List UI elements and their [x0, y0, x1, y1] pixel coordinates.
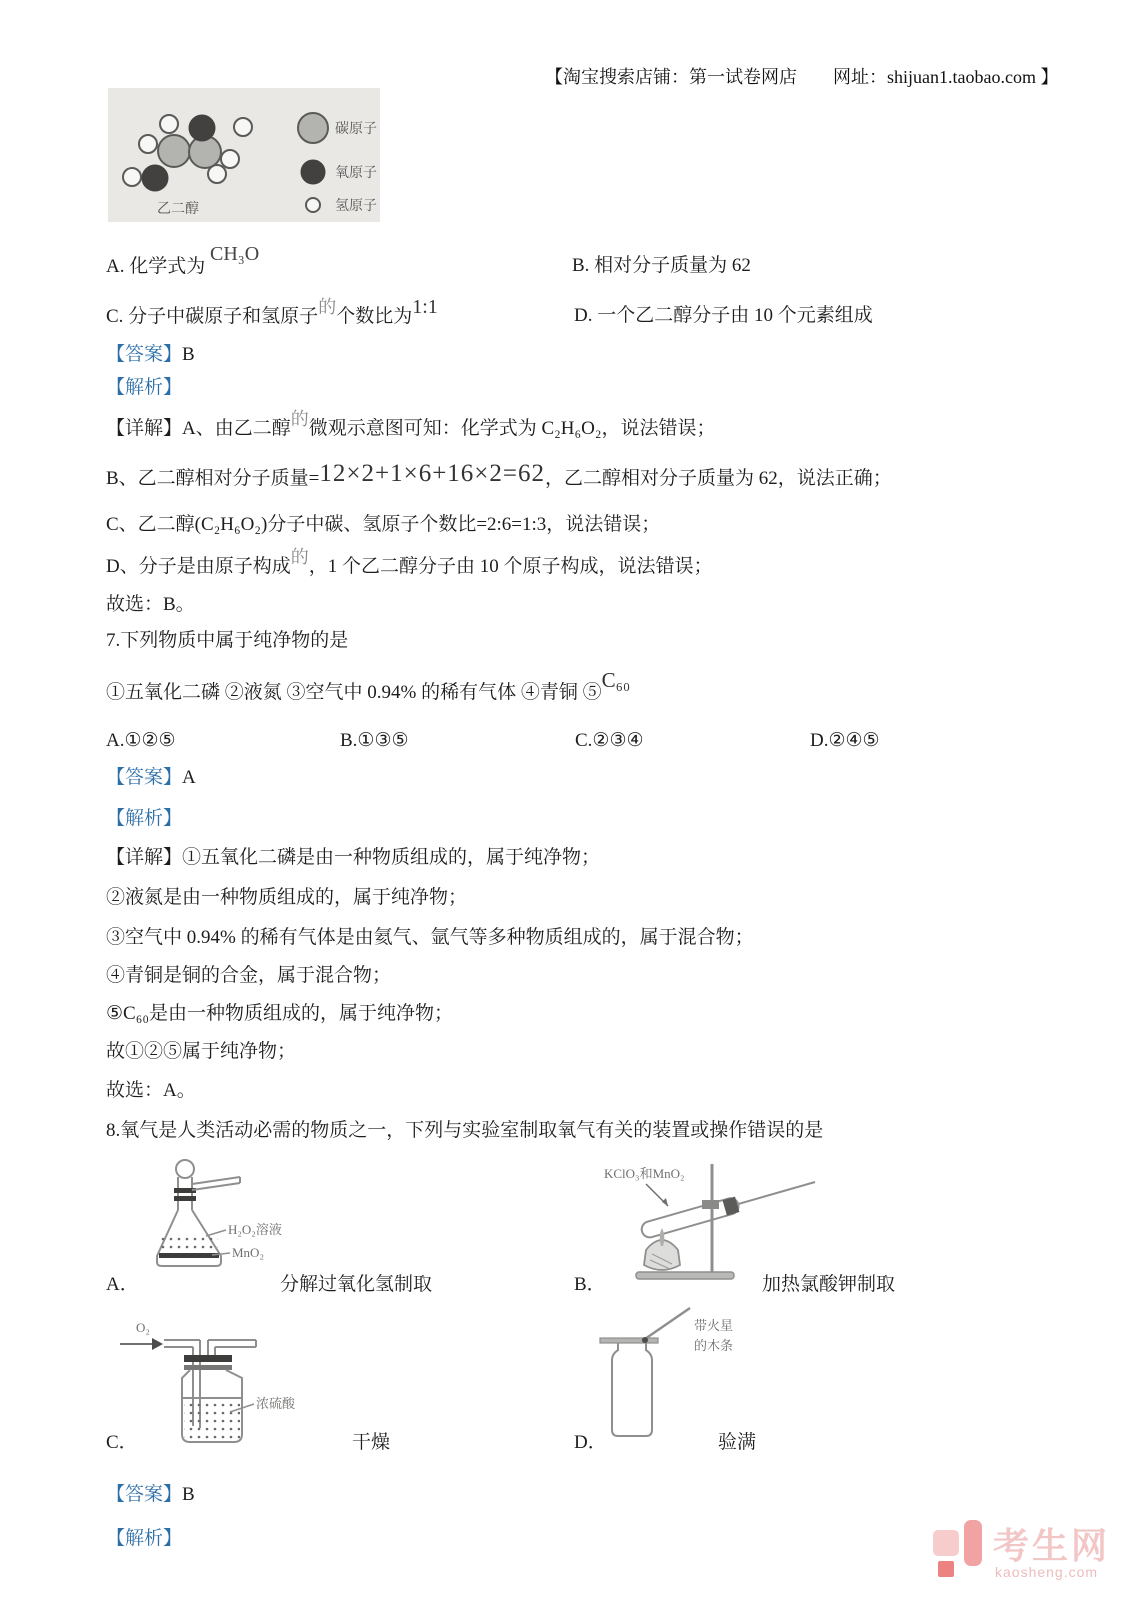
- q6-option-b: B. 相对分子质量为 62: [572, 255, 751, 276]
- q8-option-c-label: C．: [106, 1432, 138, 1453]
- q8-option-c-caption: 干燥: [352, 1432, 391, 1453]
- logo-domain-text: kaosheng.com: [995, 1564, 1099, 1580]
- molecule-name-label: 乙二醇: [157, 202, 199, 217]
- q8-analysis-tag: 【解析】: [106, 1528, 183, 1549]
- flask-liquid-dots: [161, 1234, 218, 1252]
- q7-option-d: D.②④⑤: [810, 730, 880, 751]
- q7-conclusion: 故选：A。: [106, 1080, 196, 1101]
- q8-option-b-label: B．: [574, 1274, 606, 1295]
- q7-answer-value: A: [182, 767, 196, 788]
- q6-option-c-sup: 的: [318, 297, 337, 317]
- q6-option-c: C. 分子中碳原子和氢原子的个数比为1:1: [106, 296, 438, 327]
- q7-option-a: A.①②⑤: [106, 730, 176, 751]
- q6-detail-a: 【详解】A、由乙二醇的微观示意图可知：化学式为 C₂H₆O₂，说法错误；: [106, 409, 716, 439]
- drying-bottle-diagram: [108, 1298, 318, 1448]
- logo-bar-icon: [964, 1520, 982, 1566]
- q7-answer-line: [106, 765, 196, 791]
- kaosheng-watermark: [933, 1518, 1131, 1600]
- test-tube: [640, 1174, 817, 1239]
- q6-option-c-ratio: 1:1: [412, 296, 438, 318]
- q6-conclusion: 故选：B。: [106, 594, 195, 615]
- q6-answer-value: B: [182, 344, 195, 365]
- legend-oxygen-label: 氧原子: [335, 166, 377, 181]
- flask-apparatus-diagram: [128, 1156, 313, 1276]
- q6-detail-b: B、乙二醇相对分子质量=12×2+1×6+16×2=62，乙二醇相对分子质量为 62，说法正确；: [106, 460, 892, 489]
- flask-solution-label: H₂O₂溶液: [228, 1222, 282, 1237]
- logo-brand-text: 考生网: [993, 1525, 1111, 1566]
- legend: [298, 113, 377, 214]
- legend-hydrogen-label: 氢原子: [335, 199, 377, 214]
- legend-carbon-label: 碳原子: [335, 122, 377, 137]
- heating-apparatus-diagram: [598, 1162, 928, 1290]
- q7-detail-5: ⑤C₆₀是由一种物质组成的，属于纯净物；: [106, 1003, 453, 1024]
- q6-mass-formula: 12×2+1×6+16×2=62: [319, 460, 545, 487]
- splint-label-line2: 的木条: [694, 1338, 734, 1353]
- q7-c60-formula: C₆₀: [601, 668, 631, 692]
- q7-detail-1: 【详解】①五氧化二磷是由一种物质组成的，属于纯净物；: [106, 847, 601, 868]
- logo-square-icon: [938, 1561, 954, 1577]
- oxygen-gas-label: O₂: [136, 1320, 150, 1335]
- q8-answer-line: [106, 1482, 195, 1508]
- q8-option-a-label: A．: [106, 1274, 139, 1295]
- answer-tag: 【答案】: [106, 344, 183, 365]
- glowing-splint: [642, 1308, 690, 1341]
- q8-option-b-caption: 加热氯酸钾制取: [762, 1274, 896, 1295]
- q7-option-b: B.①③⑤: [340, 730, 409, 751]
- logo-block-icon: [933, 1530, 959, 1556]
- glass-lid: [600, 1338, 658, 1343]
- reagents-label: KClO₃和MnO₂: [604, 1166, 685, 1181]
- q8-option-a-caption: 分解过氧化氢制取: [280, 1274, 433, 1295]
- q6-option-a: A. 化学式为 CH₃O: [106, 243, 260, 277]
- q7-items: ①五氧化二磷 ②液氮 ③空气中 0.94% 的稀有气体 ④青铜 ⑤C₆₀: [106, 668, 631, 703]
- q8-answer-value: B: [182, 1484, 195, 1505]
- q7-detail-6: 故①②⑤属于纯净物；: [106, 1041, 297, 1062]
- gas-bottle-diagram: [598, 1306, 758, 1448]
- q6-answer-line: [106, 342, 195, 368]
- acid-liquid-dots: [184, 1400, 240, 1440]
- q7-title: 7.下列物质中属于纯净物的是: [106, 630, 349, 651]
- q8-option-d-label: D．: [574, 1432, 607, 1453]
- q6-detail-c: C、乙二醇(C₂H₆O₂)分子中碳、氢原子个数比=2:6=1:3，说法错误；: [106, 514, 661, 535]
- splint-label-line1: 带火星: [694, 1318, 734, 1333]
- q7-detail-2: ②液氮是由一种物质组成的，属于纯净物；: [106, 887, 468, 908]
- flame: [660, 1228, 665, 1246]
- q7-analysis-tag: 【解析】: [106, 808, 183, 829]
- q6-option-a-formula: CH₃O: [209, 243, 260, 265]
- q8-option-d-caption: 验满: [718, 1432, 757, 1453]
- answer-tag: 【答案】: [106, 1484, 183, 1505]
- stand-base: [636, 1272, 734, 1279]
- q6-detail-d: D、分子是由原子构成的，1 个乙二醇分子由 10 个原子构成，说法错误；: [106, 547, 713, 577]
- molecule-figure: [108, 88, 380, 222]
- q8-title: 8.氧气是人类活动必需的物质之一，下列与实验室制取氧气有关的装置或操作错误的是: [106, 1120, 824, 1141]
- flask-catalyst-label: MnO₂: [232, 1245, 264, 1260]
- q6-option-d: D. 一个乙二醇分子由 10 个元素组成: [574, 305, 873, 326]
- header-shop-info: 【淘宝搜索店铺：第一试卷网店 网址：shijuan1.taobao.com 】: [545, 67, 1059, 87]
- ethylene-glycol-diagram: [108, 88, 380, 222]
- clamp: [702, 1200, 719, 1209]
- q6-analysis-tag: 【解析】: [106, 377, 183, 398]
- q7-detail-3: ③空气中 0.94% 的稀有气体是由氦气、氩气等多种物质组成的，属于混合物；: [106, 927, 754, 948]
- flow-arrow: [152, 1338, 163, 1350]
- q7-option-c: C.②③④: [575, 730, 644, 751]
- acid-label: 浓硫酸: [256, 1396, 296, 1411]
- answer-tag: 【答案】: [106, 767, 183, 788]
- carbon-atoms: [158, 135, 221, 168]
- q7-detail-4: ④青铜是铜的合金，属于混合物；: [106, 965, 392, 986]
